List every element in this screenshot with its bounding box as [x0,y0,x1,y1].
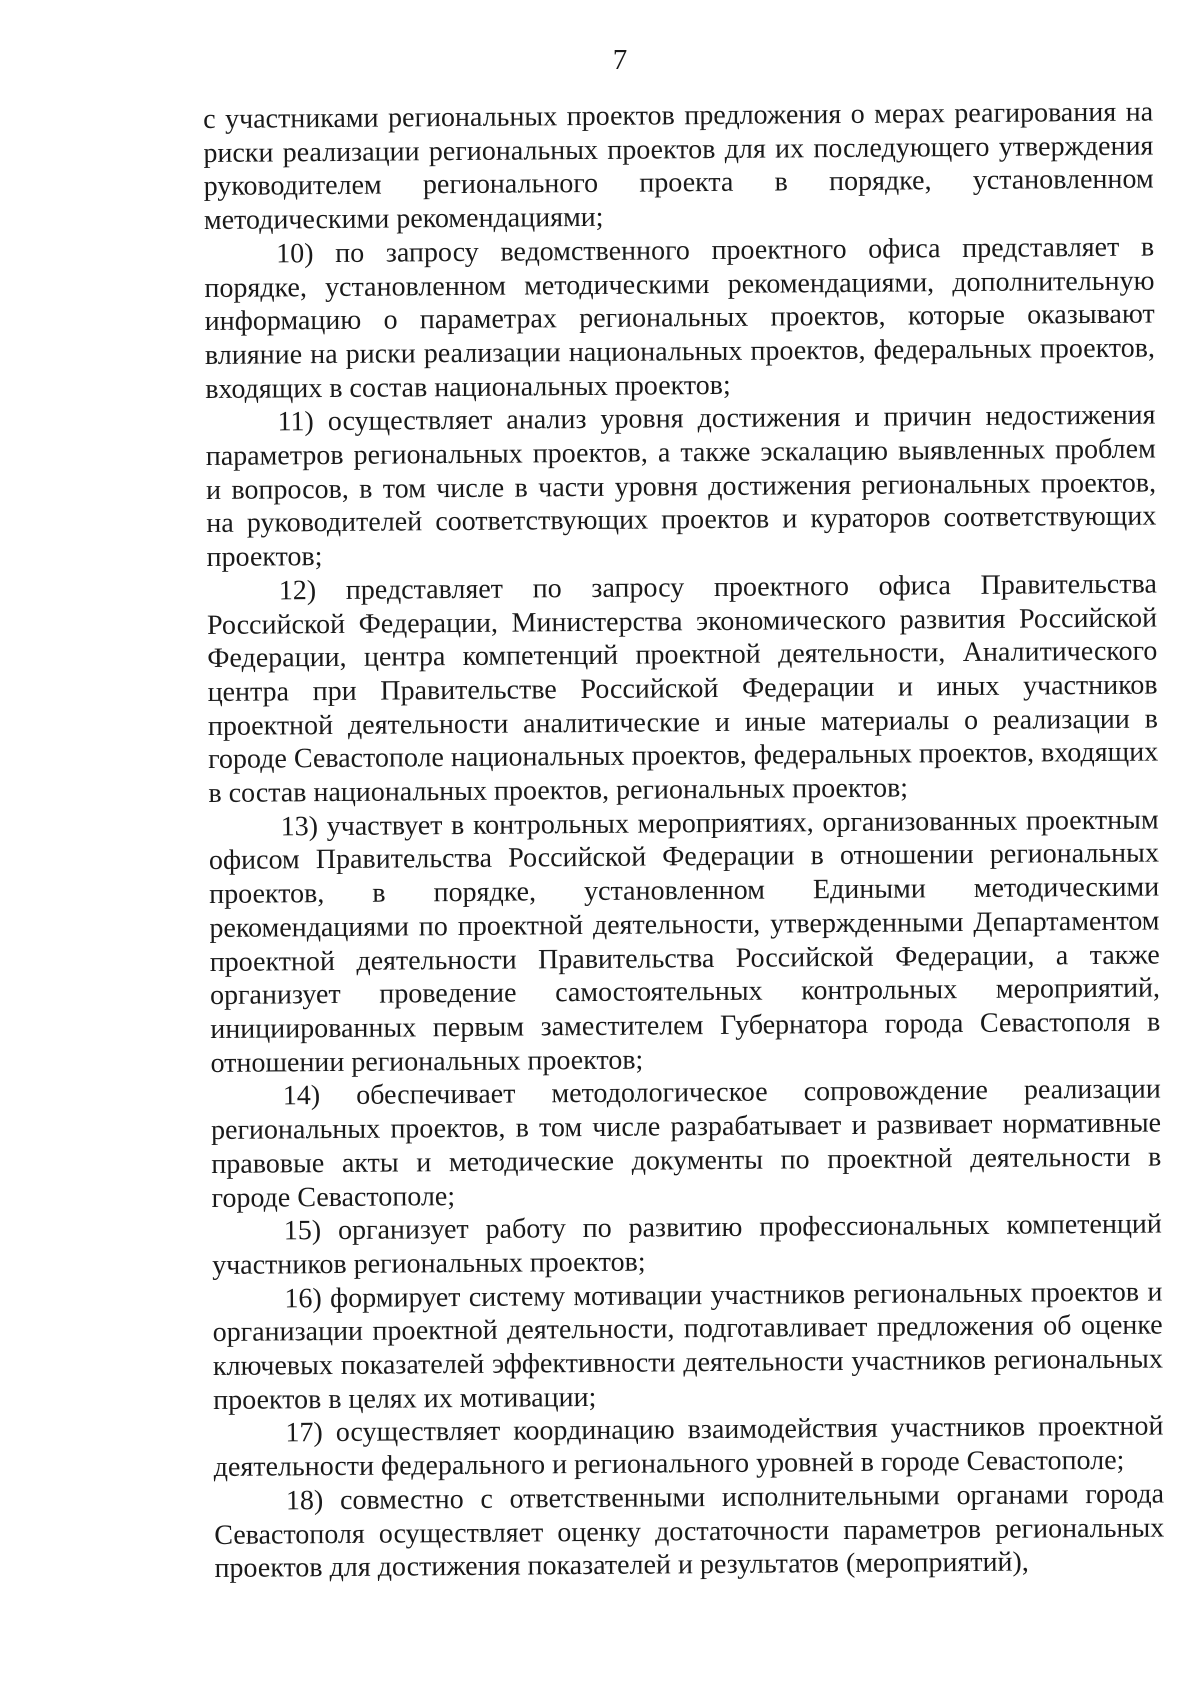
paragraph-item-18: 18) совместно с ответственными исполнительными органами города Севастополя осуществляет оценку достаточности параметров региональных проектов для достижения показателей и результатов (мероприятий), [214,1478,1165,1585]
paragraph-continuation: с участниками региональных проектов предложения о мерах реагирования на риски реализации региональных проектов для их последующего утверждения руководителем регионального проекта в порядке, установленном методическими рекомендациями; [203,96,1154,237]
paragraph-item-10: 10) по запросу ведомственного проектного офиса представляет в порядке, установленном методическими рекомендациями, дополнительную информацию о параметрах региональных проектов, которые оказывают влияние на риски реализации национальных проектов, федеральных проектов, входящих в состав национальных проектов; [204,231,1156,405]
paragraph-item-14: 14) обеспечивает методологическое сопровождение реализации региональных проектов, в том числе разрабатывает и развивает нормативные правовые акты и методические документы по проектной деятельности в городе Севастополе; [210,1073,1162,1214]
paragraph-item-11: 11) осуществляет анализ уровня достижения и причин недостижения параметров региональных проектов, а также эскалацию выявленных проблем и вопросов, в том числе в части уровня достижения региональных проектов, на руководителей соответствующих проектов и кураторов соответствующих проектов; [205,399,1157,574]
paragraph-item-12: 12) представляет по запросу проектного офиса Правительства Российской Федерации, Министерства экономического развития Российской Федерации, центра компетенций проектной деятельности, Аналитического центра при Правительстве Российской Федерации и иных участников проектной деятельности аналитические и иные материалы о реализации в городе Севастополе национальных проектов, федеральных проектов, входящих в состав национальных проектов, региональных проектов; [206,568,1159,810]
document-body [203,96,1165,1586]
paragraph-item-17: 17) осуществляет координацию взаимодействия участников проектной деятельности федерального и регионального уровней в городе Севастополе; [213,1410,1164,1484]
page-number: 7 [612,44,628,76]
paragraph-item-16: 16) формирует систему мотивации участников региональных проектов и организации проектной деятельности, подготавливает предложения об оценке ключевых показателей эффективности деятельности участников региональных проектов в целях их мотивации; [212,1276,1164,1416]
paragraph-item-15: 15) организует работу по развитию профессиональных компетенций участников региональных проектов; [212,1208,1162,1281]
paragraph-item-13: 13) участвует в контрольных мероприятиях, организованных проектным офисом Правительства Российской Федерации в отношении региональных проектов, в порядке, установленном Едиными методическими рекомендациями по проектной деятельности, утвержденными Департаментом проектной деятельности Правительства Российской Федерации, а также организует проведение самостоятельных контрольных мероприятий, инициированных первым заместителем Губернатора города Севастополя в отношении региональных проектов; [208,804,1161,1079]
